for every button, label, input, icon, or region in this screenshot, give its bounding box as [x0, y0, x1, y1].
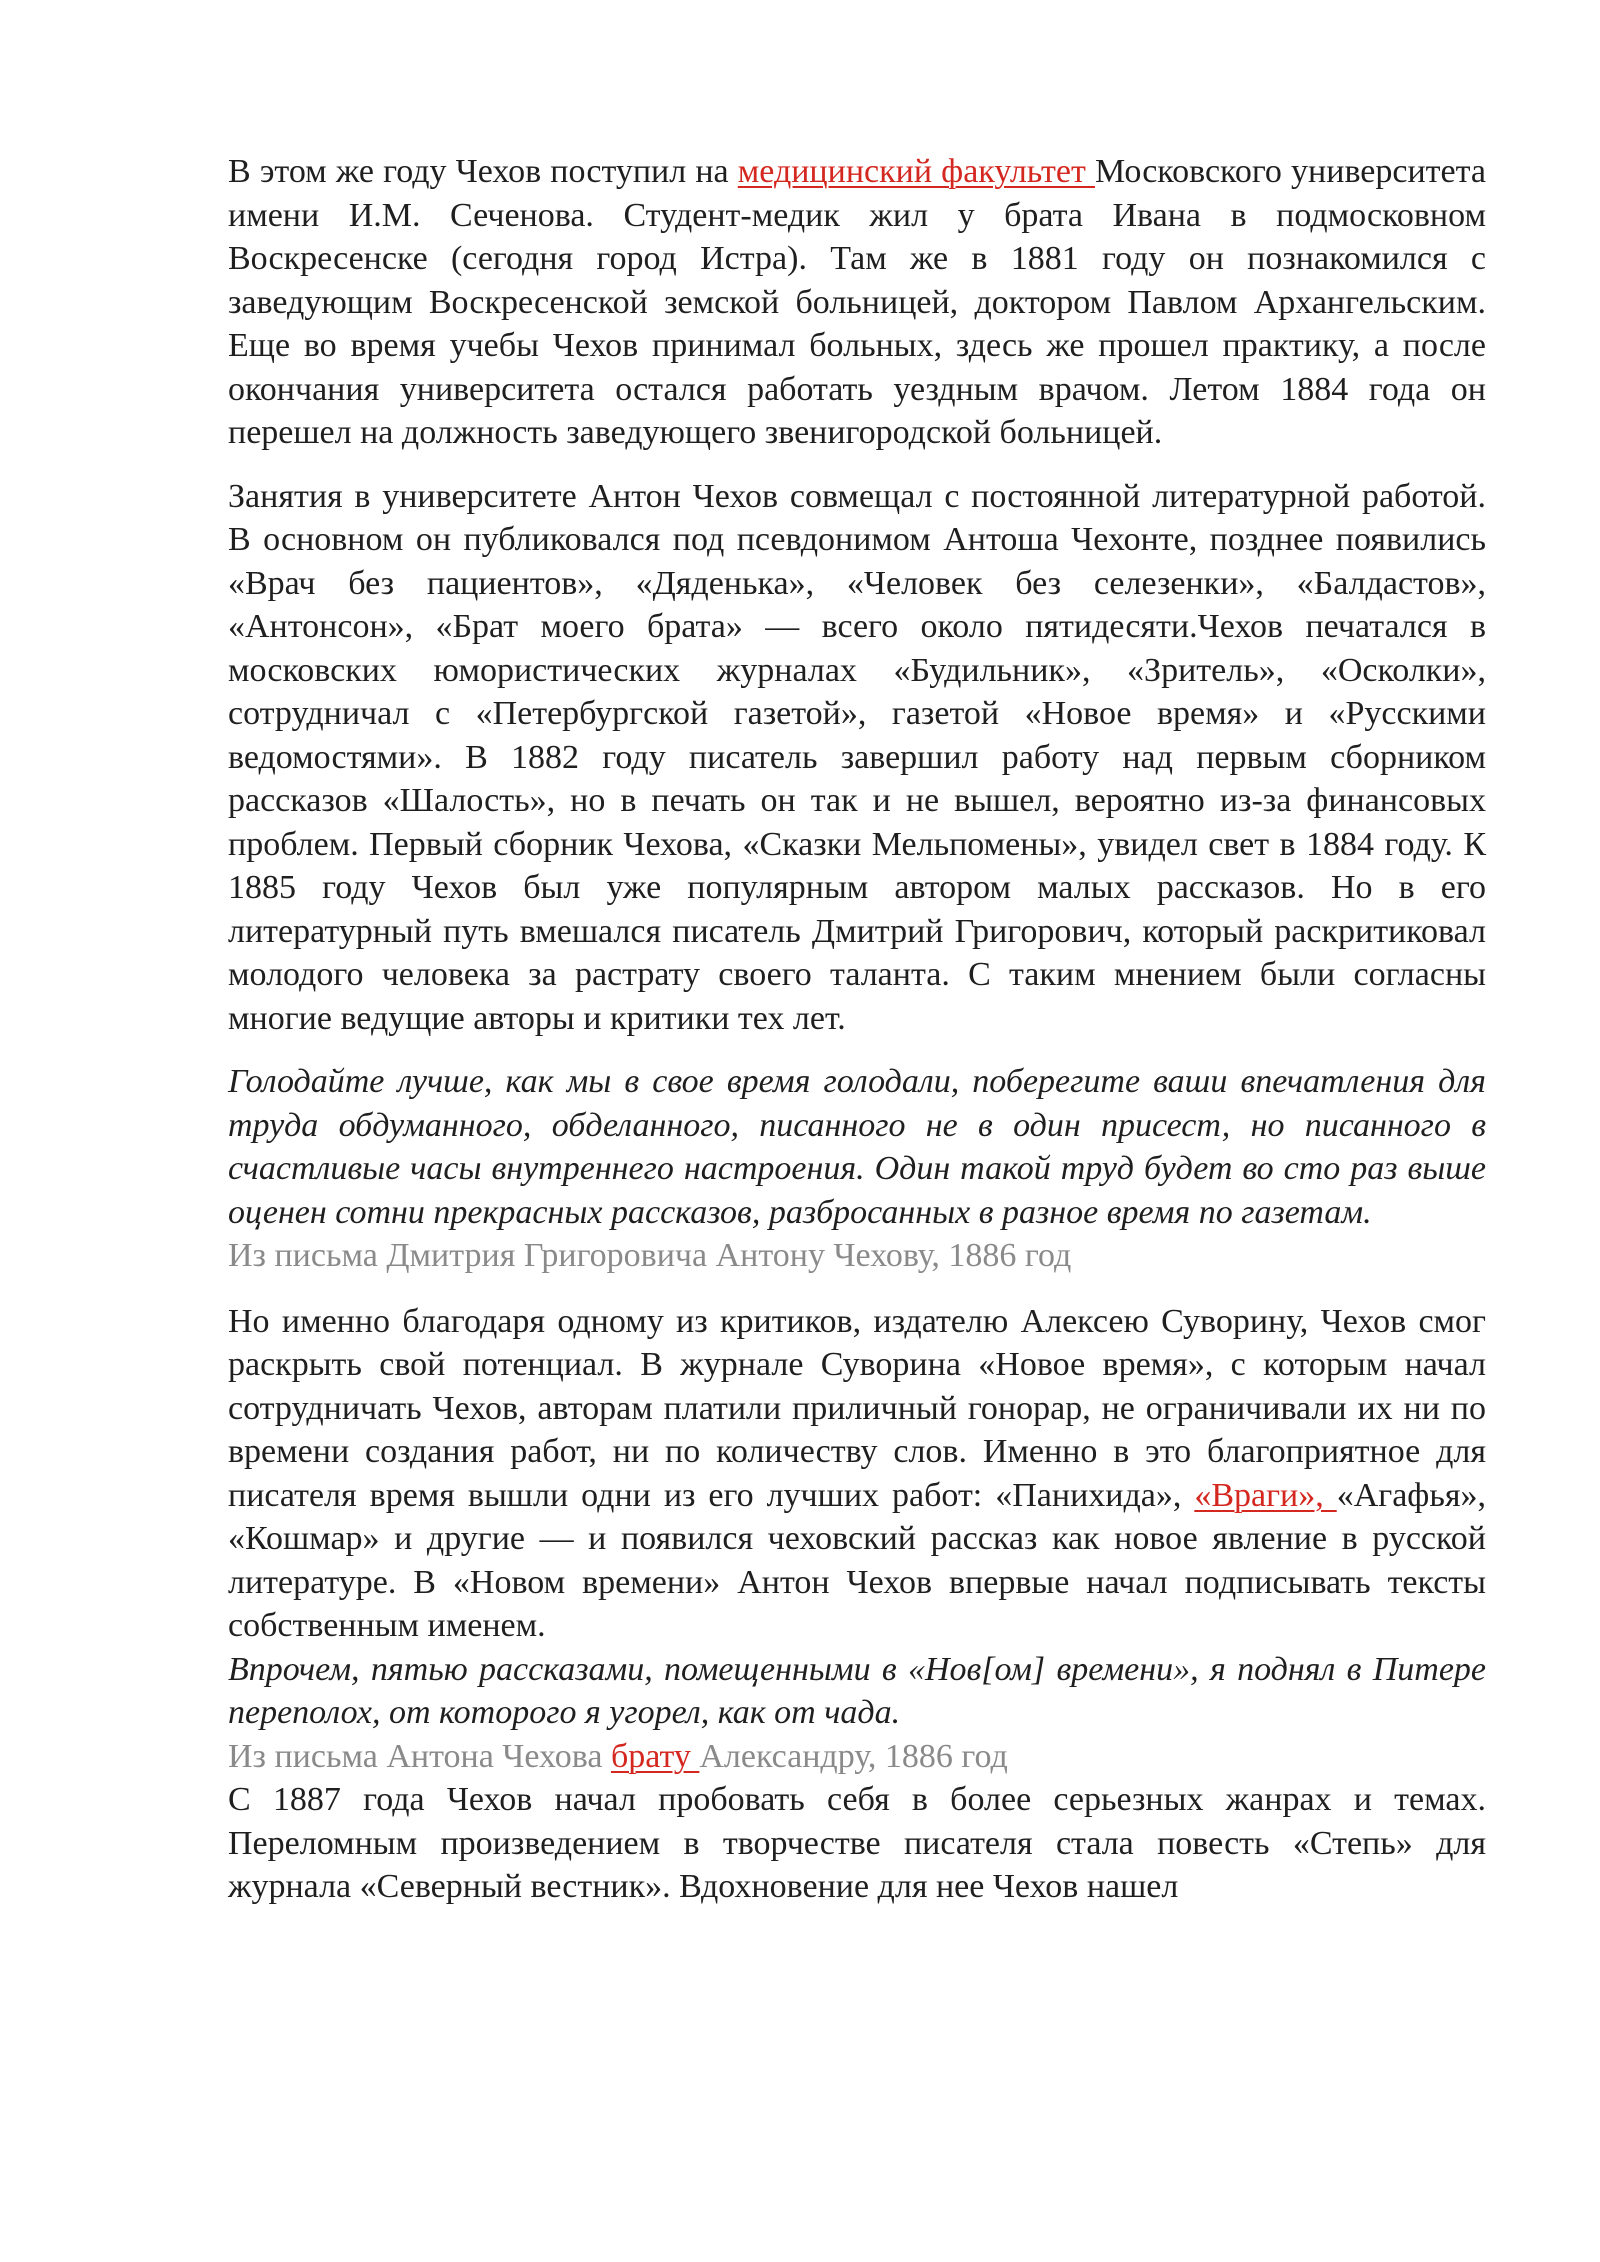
paragraph-suvorin	[228, 1300, 1486, 1648]
quote-chekhov: Впрочем, пятью рассказами, помещенными в «Нов[ом] времени», я поднял в Питере переполох, от которого я угорел, как от чада.	[228, 1650, 1486, 1731]
paragraph-text: Но именно благодаря одному из критиков, издателю Алексею Суворину, Чехов смог раскрыть свой потенциал. В журнале Суворина «Новое время», с которым начал сотрудничать Чехов, авторам платили приличный гонорар, не ограничивали их ни по времени создания работ, ни по количеству слов. Именно в это благоприятное для писателя время вышли одни из его лучших работ: «Панихида»,	[228, 1302, 1486, 1514]
enemies-link[interactable]: «Враги»,	[1194, 1476, 1337, 1514]
paragraph-text: «Агафья», «Кошмар» и другие — и появился чеховский рассказ как новое явление в русской литературе. В «Новом времени» Антон Чехов впервые начал подписывать тексты собственным именем.	[228, 1476, 1486, 1644]
source-text: Александру, 1886 год	[699, 1737, 1008, 1775]
quote-grigorovich: Голодайте лучше, как мы в свое время голодали, поберегите ваши впечатления для труда обдуманного, обделанного, писанного не в один присест, но писанного в счастливые часы внутреннего настроения. Один такой труд будет во сто раз выше оценен сотни прекрасных рассказов, разбросанных в разное время по газетам.	[228, 1063, 1486, 1231]
brother-link[interactable]: брату	[610, 1737, 700, 1775]
quote-source-chekhov	[228, 1735, 1486, 1779]
paragraph-literary-work: Занятия в университете Антон Чехов совмещал с постоянной литературной работой. В основном он публиковался под псевдонимом Антоша Чехонте, позднее появились «Врач без пациентов», «Дяденька», «Человек без селезенки», «Балдастов», «Антонсон», «Брат моего брата» — всего около пятидесяти.Чехов печатался в московских юмористических журналах «Будильник», «Зритель», «Осколки», сотрудничал с «Петербургской газетой», газетой «Новое время» и «Русскими ведомостями». В 1882 году писатель завершил работу над первым сборником рассказов «Шалость», но в печать он так и не вышел, вероятно из-за финансовых проблем. Первый сборник Чехова, «Сказки Мельпомены», увидел свет в 1884 году. К 1885 году Чехов был уже популярным автором малых рассказов. Но в его литературный путь вмешался писатель Дмитрий Григорович, который раскритиковал молодого человека за растрату своего таланта. С таким мнением были согласны многие ведущие авторы и критики тех лет.	[228, 477, 1486, 1037]
quote-source-grigorovich: Из письма Дмитрия Григоровича Антону Чехову, 1886 год	[228, 1237, 1072, 1274]
document-body	[228, 150, 1486, 1909]
paragraph-text: В этом же году Чехов поступил на	[228, 153, 738, 190]
medical-faculty-link[interactable]: медицинский факультет	[737, 153, 1095, 190]
paragraph-steppe: С 1887 года Чехов начал пробовать себя в более серьезных жанрах и темах. Переломным произведением в творчестве писателя стала повесть «Степь» для журнала «Северный вестник». Вдохновение для нее Чехов нашел	[228, 1781, 1486, 1905]
paragraph-text: Московского университета имени И.М. Сеченова. Студент-медик жил у брата Ивана в подмосковном Воскресенске (сегодня город Истра). Там же в 1881 году он познакомился с заведующим Воскресенской земской больницей, доктором Павлом Архангельским. Еще во время учебы Чехов принимал больных, здесь же прошел практику, а после окончания университета остался работать уездным врачом. Летом 1884 года он перешел на должность заведующего звенигородской больницей.	[228, 153, 1486, 451]
paragraph-medical-faculty	[228, 150, 1486, 455]
source-text: Из письма Антона Чехова	[228, 1737, 611, 1775]
